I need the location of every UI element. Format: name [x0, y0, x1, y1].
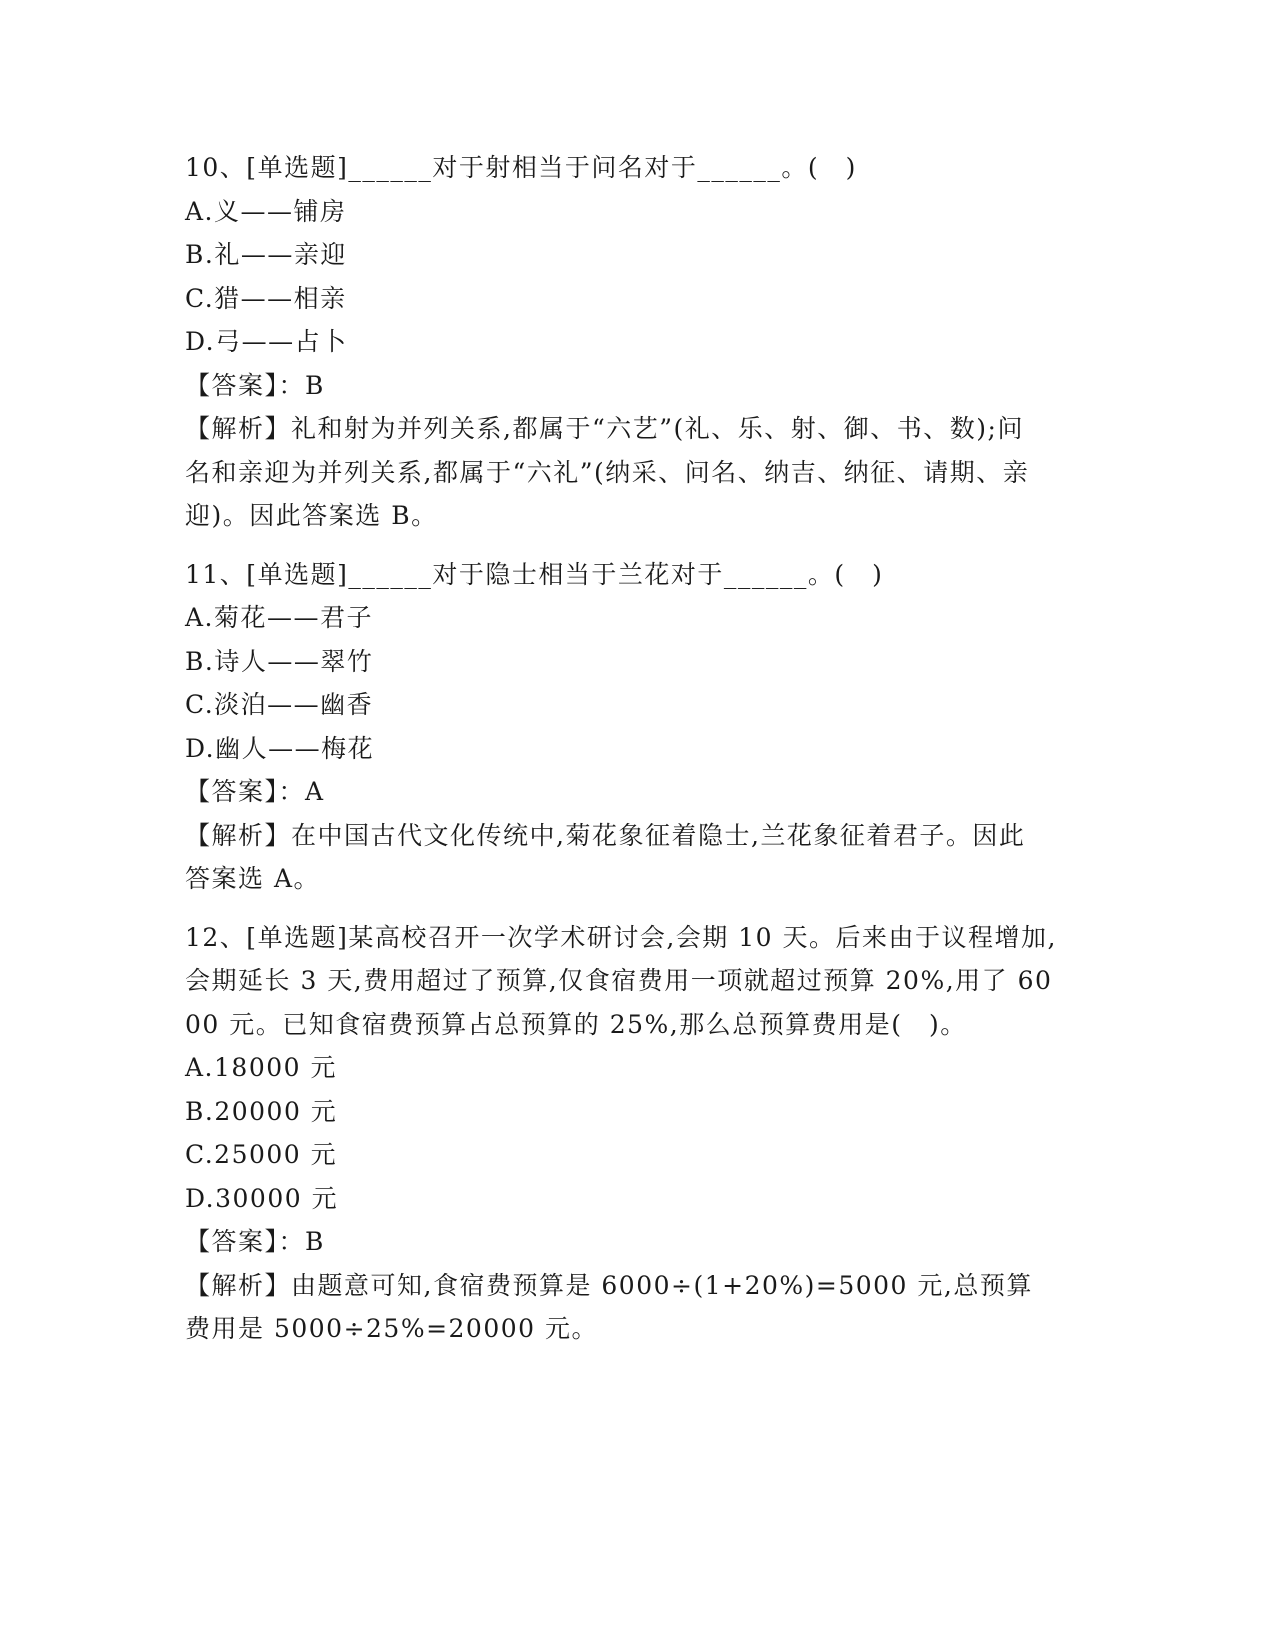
analysis-text: 【解析】由题意可知,食宿费预算是 6000÷(1+20%)=5000 元,总预算费用是 5000÷25%=20000 元。	[185, 1270, 1033, 1343]
question-12	[185, 916, 1085, 1351]
document-page	[185, 146, 1085, 1351]
option-list	[185, 190, 1085, 364]
option-d: D.幽人——梅花	[185, 733, 375, 763]
option-list	[185, 1046, 1085, 1220]
answer-line: 【答案】：A	[185, 777, 325, 806]
option-b: B.诗人——翠竹	[185, 646, 374, 676]
option-c: C.淡泊——幽香	[185, 690, 374, 719]
option-b: B.20000 元	[185, 1096, 338, 1126]
option-b: B.礼——亲迎	[185, 240, 347, 269]
answer-line: 【答案】：B	[185, 1227, 325, 1256]
question-11	[185, 553, 1085, 901]
option-list	[185, 596, 1085, 770]
option-c: C.25000 元	[185, 1140, 338, 1169]
question-10	[185, 146, 1085, 538]
option-d: D.弓——占卜	[185, 327, 348, 356]
question-stem: 11、[单选题]______对于隐士相当于兰花对于______。( )	[185, 559, 884, 589]
option-a: A.菊花——君子	[185, 603, 374, 632]
analysis-text: 【解析】礼和射为并列关系,都属于“六艺”(礼、乐、射、御、书、数);问名和亲迎为并列关系,都属于“六礼”(纳采、问名、纳吉、纳征、请期、亲迎)。因此答案选 B。	[185, 414, 1030, 530]
option-d: D.30000 元	[185, 1183, 339, 1213]
question-stem: 10、[单选题]______对于射相当于问名对于______。( )	[185, 153, 857, 182]
analysis-text: 【解析】在中国古代文化传统中,菊花象征着隐士,兰花象征着君子。因此答案选 A。	[185, 820, 1026, 893]
question-stem: 12、[单选题]某高校召开一次学术研讨会,会期 10 天。后来由于议程增加,会期延长 3 天,费用超过了预算,仅食宿费用一项就超过预算 20%,用了 6000 元。已知食宿费预算占总预算的 25%,那么总预算费用是( )。	[185, 922, 1057, 1039]
answer-line: 【答案】：B	[185, 370, 325, 400]
option-a: A.义——铺房	[185, 196, 347, 226]
option-a: A.18000 元	[185, 1053, 337, 1082]
option-c: C.猎——相亲	[185, 283, 347, 313]
